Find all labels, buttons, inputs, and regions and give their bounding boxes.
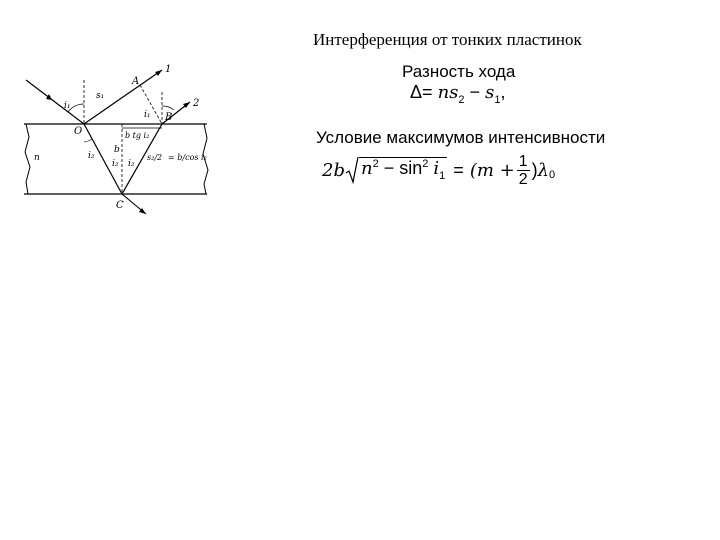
angle-arc-i2: [84, 139, 92, 142]
label-b-tg: b tg i₂: [125, 131, 150, 140]
label-i1-right: i₁: [144, 110, 151, 120]
label-i2-c: i₂: [128, 159, 135, 169]
maxima-formula: 2b $n^2 - \sin^2 i_1$ = (m + $\frac{1}{2}$ ) λ 0: [322, 152, 556, 188]
label-o: O: [74, 126, 83, 137]
label-ray-2: 2: [193, 98, 200, 109]
label-b: b: [114, 145, 120, 155]
label-b-cos: = b/cos i₂: [168, 153, 207, 162]
label-i2-b: i₂: [112, 159, 119, 169]
sqrt-expression: $n^2 - \sin^2 i_1$: [345, 155, 447, 185]
label-c: C: [116, 200, 124, 211]
label-n: n: [34, 153, 40, 163]
plate-left-edge: [25, 124, 30, 194]
label-a: A: [132, 76, 140, 87]
label-i1-left: i₁: [64, 101, 71, 111]
angle-arc-i1-right: [162, 106, 174, 110]
thin-film-diagram: [22, 62, 212, 217]
maxima-heading: Условие максимумов интенсивности: [316, 128, 606, 147]
label-ray-1: 1: [165, 64, 172, 75]
slide-title: Интерференция от тонких пластинок: [313, 30, 582, 49]
fraction-one-half: $\frac{1}{2}$: [518, 152, 528, 188]
incident-ray: [26, 80, 84, 124]
incident-arrow: [46, 94, 52, 100]
ray-1-arrow: [155, 70, 162, 76]
path-difference-formula: $\Delta= ns_2 - s_1$,: [410, 82, 506, 106]
label-s1: s₁: [96, 91, 105, 101]
path-difference-heading: Разность хода: [402, 62, 516, 81]
label-b-point: B: [165, 112, 173, 123]
label-s2-half: s₂/2: [147, 153, 163, 162]
label-i2-a: i₂: [88, 151, 95, 161]
